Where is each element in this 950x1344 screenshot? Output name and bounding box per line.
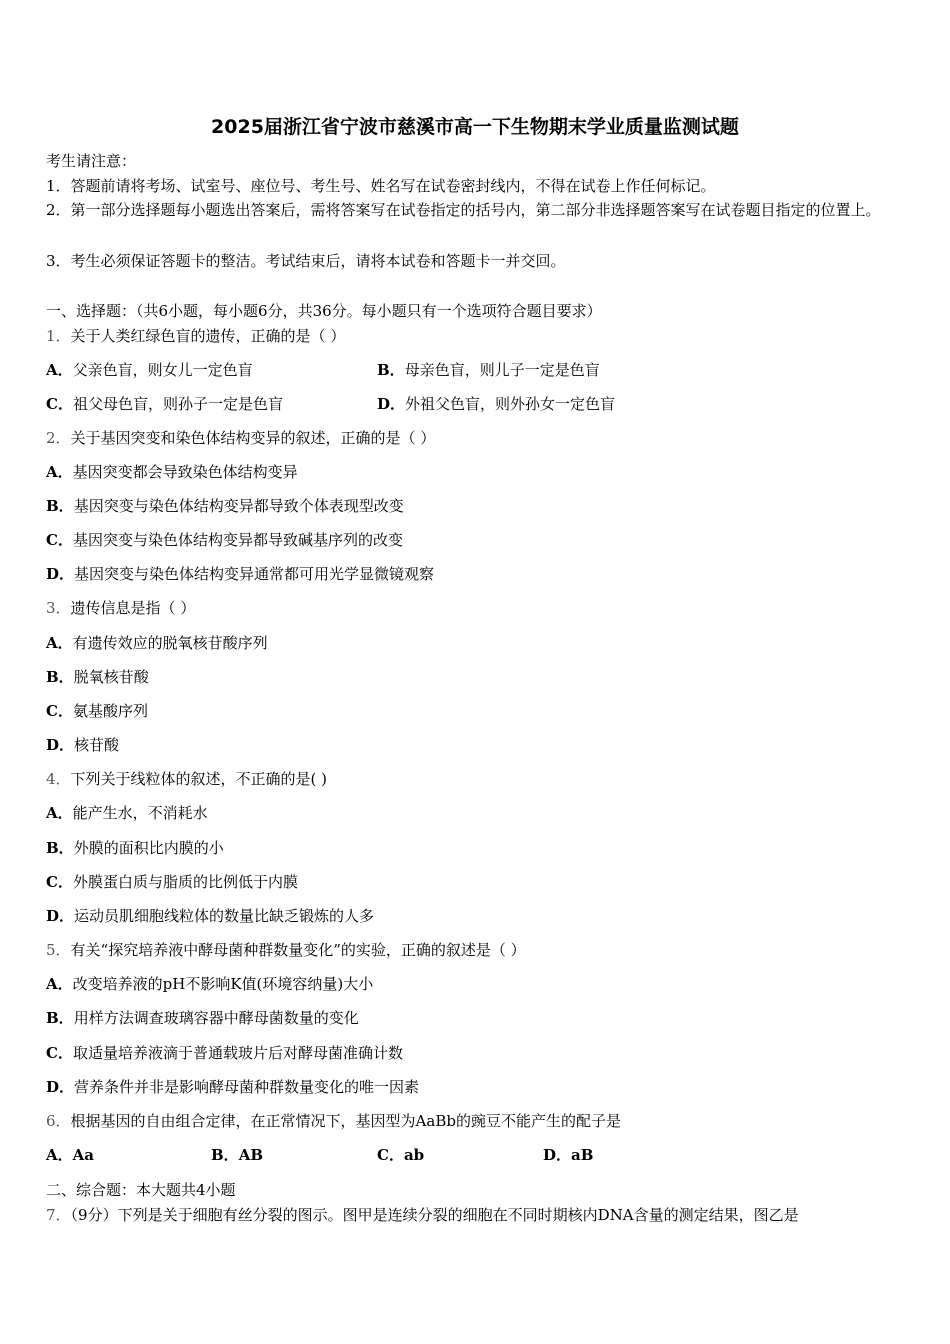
- option-text: 营养条件并非是影响酵母菌种群数量变化的唯一因素: [74, 1078, 420, 1096]
- question-7: [46, 1205, 799, 1225]
- question-1: [46, 326, 345, 346]
- option-letter: B．: [46, 497, 74, 515]
- question-3: [46, 598, 195, 618]
- q6-option-a[interactable]: [46, 1145, 94, 1165]
- q2-option-a[interactable]: [46, 462, 298, 482]
- option-text: 氨基酸序列: [72, 702, 148, 720]
- question-number: 4．: [46, 770, 71, 788]
- q5-option-a[interactable]: [46, 974, 373, 994]
- q6-option-b[interactable]: [211, 1145, 263, 1165]
- option-letter: D．: [543, 1146, 572, 1164]
- option-letter: C．: [46, 873, 73, 891]
- q6-option-d[interactable]: [543, 1145, 593, 1165]
- option-letter: D．: [46, 1078, 75, 1096]
- notice-item-1: 1．答题前请将考场、试室号、座位号、考生号、姓名写在试卷密封线内，不得在试卷上作任何标记。: [46, 177, 716, 195]
- option-text: 基因突变都会导致染色体结构变异: [72, 463, 298, 481]
- q2-option-c[interactable]: [46, 530, 403, 550]
- notice-item-2: 2．第一部分选择题每小题选出答案后，需将答案写在试卷指定的括号内，第二部分非选择题答案写在试卷题目指定的位置上。: [46, 201, 881, 219]
- option-text: 父亲色盲，则女儿一定色盲: [72, 361, 253, 379]
- q6-option-c[interactable]: [377, 1145, 424, 1165]
- option-text: 基因突变与染色体结构变异通常都可用光学显微镜观察: [74, 565, 435, 583]
- q4-option-a[interactable]: [46, 803, 208, 823]
- question-score: （9分）: [70, 1206, 118, 1224]
- option-text: aB: [571, 1146, 594, 1164]
- q1-option-a[interactable]: [46, 360, 253, 380]
- option-letter: D．: [46, 907, 75, 925]
- option-text: 外膜的面积比内膜的小: [73, 839, 224, 857]
- question-stem: 根据基因的自由组合定律，在正常情况下，基因型为AaBb的豌豆不能产生的配子是: [70, 1112, 621, 1130]
- option-text: 改变培养液的pH不影响K值(环境容纳量)大小: [72, 975, 374, 993]
- question-number: 7．: [46, 1206, 71, 1224]
- question-number: 2．: [46, 429, 71, 447]
- option-letter: D．: [377, 395, 406, 413]
- question-number: 5．: [46, 941, 71, 959]
- option-letter: D．: [46, 565, 75, 583]
- option-letter: B．: [46, 839, 74, 857]
- q1-option-c[interactable]: [46, 394, 283, 414]
- question-stem: 下列是关于细胞有丝分裂的图示。图甲是连续分裂的细胞在不同时期核内DNA含量的测定结果，图乙是: [117, 1206, 799, 1224]
- option-text: 取适量培养液滴于普通载玻片后对酵母菌准确计数: [72, 1044, 403, 1062]
- option-text: ab: [403, 1146, 425, 1164]
- question-stem: 关于基因突变和染色体结构变异的叙述，正确的是（ ）: [70, 429, 436, 447]
- option-letter: A．: [46, 463, 73, 481]
- option-text: 脱氧核苷酸: [73, 668, 149, 686]
- option-text: 运动员肌细胞线粒体的数量比缺乏锻炼的人多: [74, 907, 375, 925]
- question-number: 3．: [46, 599, 71, 617]
- option-text: 核苷酸: [74, 736, 120, 754]
- question-number: 1．: [46, 327, 71, 345]
- question-stem: 下列关于线粒体的叙述，不正确的是( ): [70, 770, 328, 788]
- q1-option-b[interactable]: [377, 360, 600, 380]
- option-letter: A．: [46, 1146, 73, 1164]
- q3-option-a[interactable]: [46, 633, 268, 653]
- option-letter: C．: [46, 702, 73, 720]
- question-number: 6．: [46, 1112, 71, 1130]
- q4-option-b[interactable]: [46, 838, 224, 858]
- option-text: 基因突变与染色体结构变异都导致碱基序列的改变: [72, 531, 403, 549]
- option-letter: C．: [46, 531, 73, 549]
- option-text: 基因突变与染色体结构变异都导致个体表现型改变: [73, 497, 404, 515]
- q4-option-d[interactable]: [46, 906, 374, 926]
- question-stem: 遗传信息是指（ ）: [70, 599, 196, 617]
- q3-option-d[interactable]: [46, 735, 119, 755]
- option-letter: A．: [46, 634, 73, 652]
- q5-option-d[interactable]: [46, 1077, 419, 1097]
- question-stem: 关于人类红绿色盲的遗传，正确的是（ ）: [70, 327, 346, 345]
- q5-option-b[interactable]: [46, 1008, 359, 1028]
- question-4: [46, 769, 327, 789]
- q1-option-d[interactable]: [377, 394, 615, 414]
- notice-item-3: 3．考生必须保证答题卡的整洁。考试结束后，请将本试卷和答题卡一并交回。: [46, 252, 566, 270]
- notice-heading: 考生请注意：: [46, 152, 137, 170]
- page-title: 2025届浙江省宁波市慈溪市高一下生物期末学业质量监测试题: [211, 116, 739, 138]
- option-letter: D．: [46, 736, 75, 754]
- option-letter: C．: [377, 1146, 404, 1164]
- question-stem: 有关“探究培养液中酵母菌种群数量变化”的实验，正确的叙述是（ ）: [70, 941, 526, 959]
- option-text: 外祖父色盲，则外孙女一定色盲: [405, 395, 616, 413]
- section-2-heading: 二、综合题：本大题共4小题: [46, 1181, 236, 1199]
- option-letter: B．: [211, 1146, 239, 1164]
- option-letter: A．: [46, 804, 73, 822]
- option-text: 能产生水，不消耗水: [72, 804, 208, 822]
- question-5: [46, 940, 526, 960]
- option-letter: A．: [46, 975, 73, 993]
- option-text: Aa: [72, 1146, 94, 1164]
- option-letter: C．: [46, 395, 73, 413]
- option-text: AB: [238, 1146, 264, 1164]
- option-letter: A．: [46, 361, 73, 379]
- section-1-heading: 一、选择题：（共6小题，每小题6分，共36分。每小题只有一个选项符合题目要求）: [46, 302, 602, 320]
- option-text: 祖父母色盲，则孙子一定是色盲: [72, 395, 283, 413]
- question-2: [46, 428, 435, 448]
- q2-option-b[interactable]: [46, 496, 404, 516]
- q4-option-c[interactable]: [46, 872, 298, 892]
- question-6: [46, 1111, 621, 1131]
- option-letter: C．: [46, 1044, 73, 1062]
- option-text: 母亲色盲，则儿子一定是色盲: [404, 361, 600, 379]
- option-text: 外膜蛋白质与脂质的比例低于内膜: [72, 873, 298, 891]
- option-text: 有遗传效应的脱氧核苷酸序列: [72, 634, 268, 652]
- option-letter: B．: [46, 1009, 74, 1027]
- q2-option-d[interactable]: [46, 564, 434, 584]
- option-letter: B．: [46, 668, 74, 686]
- option-text: 用样方法调查玻璃容器中酵母菌数量的变化: [73, 1009, 359, 1027]
- option-letter: B．: [377, 361, 405, 379]
- q3-option-c[interactable]: [46, 701, 148, 721]
- q3-option-b[interactable]: [46, 667, 149, 687]
- q5-option-c[interactable]: [46, 1043, 403, 1063]
